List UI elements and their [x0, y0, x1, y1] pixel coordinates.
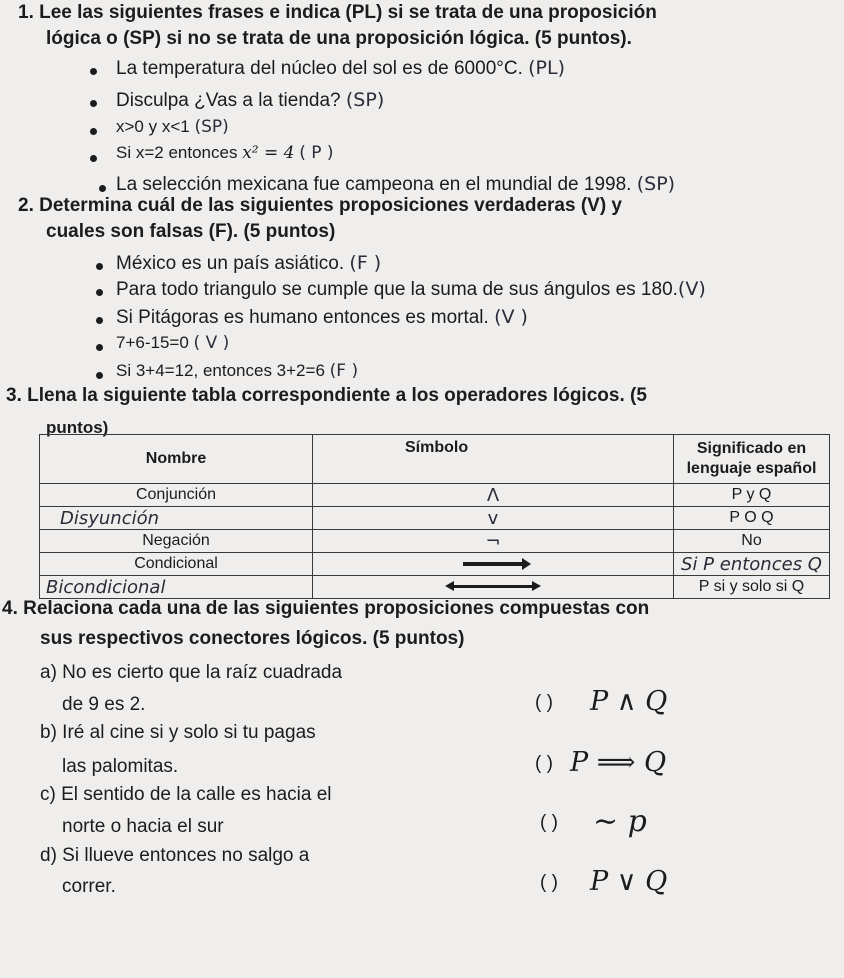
q2-item-1: [116, 252, 381, 275]
q4-d-line1: d) Si llueve entonces no salgo a: [40, 845, 310, 866]
row-meaning: P O Q: [674, 507, 830, 530]
row-name: Negación: [40, 530, 313, 553]
row-meaning: No: [674, 530, 830, 553]
q3-title-line2: puntos): [46, 418, 109, 437]
q1-item-3: [116, 117, 229, 137]
q4-c-paren: ( ): [540, 812, 558, 833]
q1-item-3-text: x>0 y x<1: [116, 117, 190, 136]
table-row: [40, 530, 830, 553]
q3-title-line1: 3. Llena la siguiente tabla correspondiente a los operadores lógicos. (5: [6, 385, 647, 406]
q1-item-1: [116, 57, 565, 80]
q1-item-5-answer: (SP): [636, 173, 676, 195]
q2-item-2-answer: (V): [677, 278, 706, 300]
row-symbol: [313, 576, 674, 599]
bullet-icon: [90, 68, 97, 75]
row-meaning: P y Q: [674, 484, 830, 507]
q2-title-line1: 2. Determina cuál de las siguientes proposiciones verdaderas (V) y: [18, 195, 623, 216]
q2-item-3-answer: (V ): [494, 306, 528, 328]
table-row: [40, 484, 830, 507]
q1-item-4-answer: ( P ): [299, 143, 334, 163]
row-name: Conjunción: [40, 484, 313, 507]
conditional-arrow-icon: [463, 562, 523, 566]
q1-item-2-text: Disculpa ¿Vas a la tienda?: [116, 90, 341, 111]
bullet-icon: [90, 100, 97, 107]
q4-a-line1: a) No es cierto que la raíz cuadrada: [40, 662, 343, 683]
header-significado: Significado en lenguaje español: [674, 435, 830, 484]
header-nombre: Nombre: [40, 435, 313, 484]
q1-item-3-answer: (SP): [194, 117, 229, 137]
q2-item-1-text: México es un país asiático.: [116, 253, 345, 274]
q1-item-4: [116, 143, 334, 163]
q4-b-line1: b) Iré al cine si y solo si tu pagas: [40, 722, 316, 743]
q2-item-3: [116, 306, 528, 329]
q1-item-5: [116, 173, 675, 196]
bullet-icon: [90, 128, 97, 135]
biconditional-arrow-icon: [453, 585, 533, 588]
q1-item-4-text-a: Si x=2 entonces: [116, 143, 238, 162]
header-simbolo: Símbolo: [313, 435, 674, 484]
q4-c-formula: ∼ p: [593, 804, 647, 839]
q4-title-line1: 4. Relaciona cada una de las siguientes proposiciones compuestas con: [2, 598, 650, 619]
table-row: [40, 576, 830, 599]
q1-item-2: [116, 89, 384, 112]
table-row: [40, 553, 830, 576]
q1-item-5-text: La selección mexicana fue campeona en el mundial de 1998.: [116, 174, 632, 195]
row-symbol: [313, 553, 674, 576]
row-symbol: v: [313, 507, 674, 530]
bullet-icon: [96, 344, 103, 351]
bullet-icon: [96, 263, 103, 270]
table-row: [40, 507, 830, 530]
row-symbol: ¬: [313, 530, 674, 553]
q4-c-line2: norte o hacia el sur: [62, 816, 224, 837]
q1-title-line2: lógica o (SP) si no se trata de una proposición lógica. (5 puntos).: [46, 28, 632, 49]
q4-d-formula: P ∨ Q: [590, 866, 668, 897]
q2-item-2: [116, 278, 706, 301]
row-name: Bicondicional: [40, 576, 313, 599]
q2-item-5-answer: (F ): [329, 361, 359, 381]
q4-d-line2: correr.: [62, 876, 116, 897]
q2-title-line2: cuales son falsas (F). (5 puntos): [46, 221, 336, 242]
q2-item-2-text: Para todo triangulo se cumple que la suma de sus ángulos es 180.: [116, 279, 678, 300]
bullet-icon: [99, 185, 106, 192]
table-header-row: [40, 435, 830, 484]
q1-item-2-answer: (SP): [345, 89, 385, 111]
q1-item-1-answer: (PL): [528, 57, 566, 79]
q4-b-formula: P ⟹ Q: [570, 747, 667, 778]
bullet-icon: [96, 289, 103, 296]
row-symbol: Λ: [313, 484, 674, 507]
bullet-icon: [96, 317, 103, 324]
q2-item-4-text: 7+6-15=0: [116, 333, 189, 352]
operators-table: [39, 434, 830, 599]
q4-title-line2: sus respectivos conectores lógicos. (5 puntos): [40, 628, 465, 649]
row-meaning: P si y solo si Q: [674, 576, 830, 599]
q4-a-line2: de 9 es 2.: [62, 694, 146, 715]
q4-b-paren: ( ): [535, 753, 553, 774]
q2-item-1-answer: (F ): [349, 252, 382, 274]
q4-a-paren: ( ): [535, 692, 553, 713]
q4-b-line2: las palomitas.: [62, 756, 179, 777]
row-name: Condicional: [40, 553, 313, 576]
q2-item-4-answer: ( V ): [193, 333, 230, 353]
q4-a-formula: P ∧ Q: [590, 686, 668, 717]
q2-item-3-text: Si Pitágoras es humano entonces es mortal.: [116, 307, 489, 328]
q4-d-paren: ( ): [540, 872, 558, 893]
bullet-icon: [90, 155, 97, 162]
q2-item-4: [116, 333, 229, 353]
q1-item-4-text-b: x² = 4: [242, 143, 295, 163]
q2-item-5: [116, 361, 358, 381]
q1-item-1-text: La temperatura del núcleo del sol es de 6000°C.: [116, 58, 523, 79]
bullet-icon: [96, 372, 103, 379]
q2-item-5-text: Si 3+4=12, entonces 3+2=6: [116, 361, 325, 380]
row-meaning: Si P entonces Q: [674, 553, 830, 576]
q1-title-line1: 1. Lee las siguientes frases e indica (PL) si se trata de una proposición: [18, 2, 657, 23]
row-name: Disyunción: [40, 507, 313, 530]
q4-c-line1: c) El sentido de la calle es hacia el: [40, 784, 332, 805]
